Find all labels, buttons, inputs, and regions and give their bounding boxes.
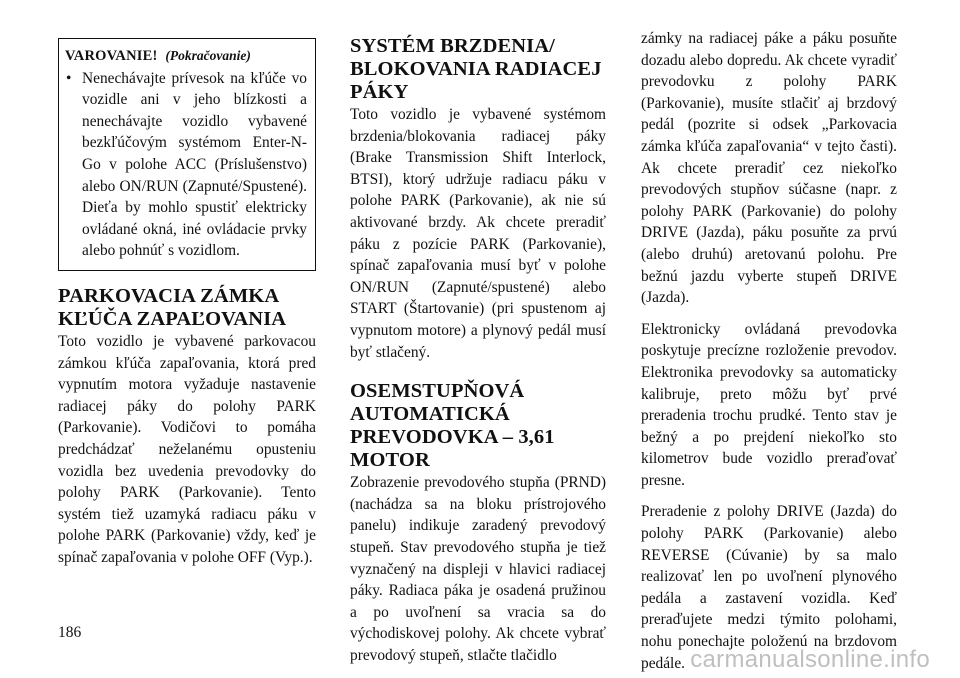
page-number: 186 [58,624,82,641]
section-heading-btsi: SYSTÉM BRZDENIA/ BLOKOVANIA RADIACEJ PÁKY [350,35,602,103]
warning-text: Nenechávajte prívesok na kľúče vo vozidle ani v jeho blízkosti a nenechávajte vozidlo vybavené bezkľúčovým systémom Enter-N-Go v polohe ACC (Príslušenstvo) alebo ON/RUN (Zapnuté/Spustené). Dieťa by mohlo spustiť elektricky ovládané okná, iné ovládacie prvky alebo pohnúť s vozidlom. [82,69,307,260]
section-heading-park-lock: PARKOVACIA ZÁMKA KĽÚČA ZAPAĽOVANIA [58,284,287,330]
warning-header [65,45,307,68]
warning-continued: (Pokračovanie) [165,48,251,63]
bullet-icon: • [66,69,72,87]
warning-box [58,38,316,271]
section-heading-transmission: OSEMSTUPŇOVÁ AUTOMATICKÁ PREVODOVKA – 3,61 MOTOR [350,380,555,472]
column-right [641,28,897,674]
paragraph-electronic-transmission: Elektronicky ovládaná prevodovka poskytuje precízne rozloženie prevodov. Elektronika prevodovky sa automaticky kalibruje, preto môžu byť prvé preradenia trochu prudké. Tento stav je bežný a po prejdení niekoľko sto kilometrov bude vozidlo preraďovať presne. [641,320,897,489]
warning-item [65,68,307,262]
watermark: carmanualsonline.info [690,646,930,673]
paragraph-shift-drive-park: Preradenie z polohy DRIVE (Jazda) do polohy PARK (Parkovanie) alebo REVERSE (Cúvanie) by sa malo realizovať len po uvoľnení plynového pedála a zastavení vozidla. Keď preraďujete medzi týmito polohami, nohu ponechajte položenú na brzdovom pedále. [641,503,897,672]
section-body-transmission-part1: Zobrazenie prevodového stupňa (PRND) (nachádza sa na bloku prístrojového panelu) indikuje zaradený prevodový stupeň. Stav prevodového stupňa je tiež vyznačený na displeji v hlavici radiacej páky. Radiaca páka je osadená pružinou a po uvoľnení sa vracia sa do východiskovej polohy. Ak chcete vybrať prevodový stupeň, stlačte tlačidlo [350,474,606,664]
column-middle [350,28,606,666]
section-body-btsi: Toto vozidlo je vybavené systémom brzdenia/blokovania radiacej páky (Brake Transmission Shift Interlock, BTSI), ktorý udržuje radiacu páku v polohe PARK (Parkovanie), ak nie sú aktivované brzdy. Ak chcete preradiť páku z pozície PARK (Parkovanie), spínač zapaľovania musí byť v polohe ON/RUN (Zapnuté/spustené) alebo START (Štartovanie) (pri spustenom aj vypnutom motore) a plynový pedál musí byť stlačený. [350,106,606,361]
section-body-transmission-part2: zámky na radiacej páke a páku posuňte dozadu alebo dopredu. Ak chcete vyradiť prevodovku z polohy PARK (Parkovanie), musíte stlačiť aj brzdový pedál (pozrite si odsek „Parkovacia zámka kľúča zapaľovania“ v tejto časti). Ak chcete preradiť cez niekoľko prevodových stupňov súčasne (napr. z polohy PARK (Parkovanie) do polohy DRIVE (Jazda), páku posuňte za prvú (alebo druhú) aretovanú polohu. Pre bežnú jazdu vyberte stupeň DRIVE (Jazda). [641,30,897,307]
column-left [58,28,316,568]
section-body-park-lock: Toto vozidlo je vybavené parkovacou zámkou kľúča zapaľovania, ktorá pred vypnutím motora vyžaduje nastavenie radiacej páky do polohy PARK (Parkovanie). Vodičovi to pomáha predchádzať neželanému opusteniu vozidla bez uvedenia prevodovky do polohy PARK (Parkovanie). Tento systém tiež uzamyká radiacu páku v polohe PARK (Parkovanie) vždy, keď je spínač zapaľovania v polohe OFF (Vyp.). [58,332,316,566]
warning-title: VAROVANIE! [65,48,158,64]
